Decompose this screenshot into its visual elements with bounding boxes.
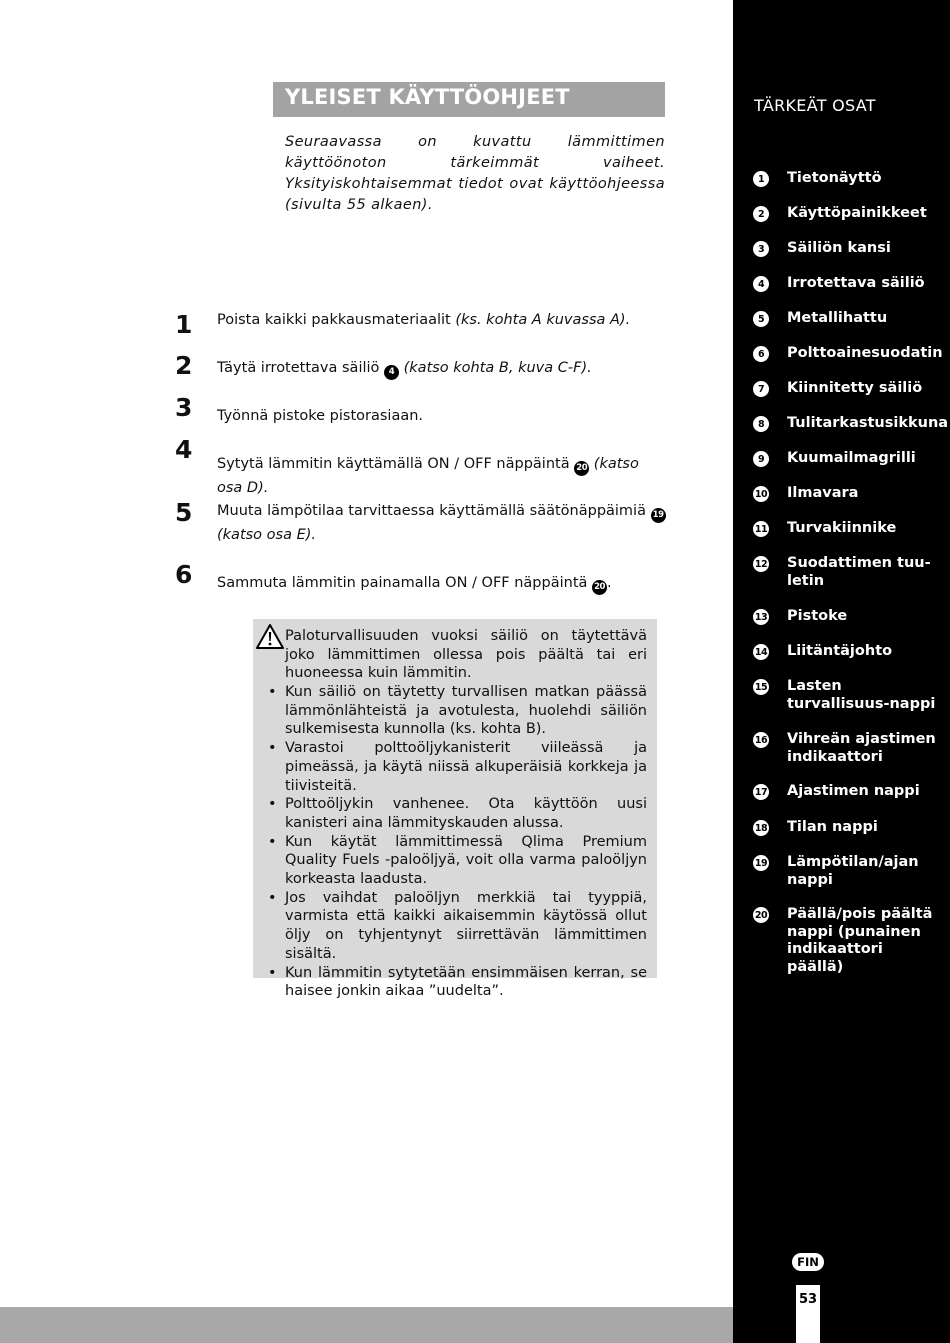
- part-number-icon: 19: [753, 855, 769, 871]
- list-item: • Jos vaihdat paloöljyn merkkiä tai tyyppiä, varmista että kaikki aikaisemmin käytössä ollut öljy on tyhjentynyt siirrettävän lämmittimen sisältä.: [267, 889, 647, 964]
- warning-text: Paloturvallisuuden vuoksi säiliö on täytettävä joko lämmittimen ollessa pois päältä tai eri huoneessa kuin lämmitin.: [285, 628, 647, 682]
- warning-list: [267, 683, 647, 1001]
- part-number-icon: 1: [753, 171, 769, 187]
- step-number: 4: [175, 435, 193, 464]
- part-number-icon: 4: [753, 276, 769, 292]
- part-item: 12 Suodattimen tuu-letin: [754, 555, 931, 589]
- part-item: 11 Turvakiinnike: [754, 520, 897, 536]
- part-number-icon: 6: [753, 346, 769, 362]
- part-item: 9 Kuumailmagrilli: [753, 450, 937, 468]
- part-item: 19 Lämpötilan/ajan nappi: [754, 854, 919, 888]
- part-item: 5 Metallihattu: [753, 310, 937, 328]
- list-item: • Varastoi polttoöljykanisterit viileässä ja pimeässä, ja käytä niissä alkuperäisiä korkkeja ja tiivisteitä.: [267, 739, 647, 795]
- part-ref-icon: 19: [651, 508, 666, 523]
- list-item: • Polttoöljykin vanhenee. Ota käyttöön uusi kanisteri aina lämmityskauden alussa.: [267, 795, 647, 832]
- part-number-icon: 8: [753, 416, 769, 432]
- section-header: [273, 82, 665, 117]
- step-number: 1: [175, 310, 193, 339]
- sidebar: [733, 0, 950, 1343]
- part-number-icon: 10: [753, 486, 769, 502]
- part-number-icon: 18: [753, 820, 769, 836]
- step-text: Sammuta lämmitin painamalla ON / OFF näppäintä 20 .: [217, 571, 667, 595]
- intro-text: Seuraavassa on kuvattu lämmittimen käyttöönoton tärkeimmät vaiheet. Yksityiskohtaisemmat tiedot ovat käyttöohjeessa (sivulta 55 alkaen).: [285, 134, 665, 213]
- part-number-icon: 20: [753, 907, 769, 923]
- part-item: 10 Ilmavara: [754, 485, 859, 501]
- part-item: 17 Ajastimen nappi: [754, 783, 920, 799]
- part-number-icon: 15: [753, 679, 769, 695]
- part-ref-icon: 4: [384, 365, 399, 380]
- step-text: Täytä irrotettava säiliö 4 (katso kohta B, kuva C-F).: [217, 356, 667, 380]
- step-text: Työnnä pistoke pistorasiaan.: [217, 408, 424, 424]
- step-text: Poista kaikki pakkausmateriaalit (ks. kohta A kuvassa A).: [217, 312, 631, 328]
- part-item: 13 Pistoke: [754, 608, 848, 624]
- part-item: 3 Säiliön kansi: [753, 240, 937, 258]
- part-ref-icon: 20: [592, 580, 607, 595]
- part-item: 15 Lasten turvallisuus-nappi: [754, 678, 936, 712]
- part-item: 14 Liitäntäjohto: [754, 643, 893, 659]
- step-number: 3: [175, 393, 193, 422]
- part-item: 20 Päällä/pois päältä nappi (punainen indikaattori päällä): [754, 906, 933, 975]
- part-number-icon: 7: [753, 381, 769, 397]
- part-item: 1 Tietonäyttö: [753, 170, 937, 188]
- step-number: 6: [175, 560, 193, 589]
- part-number-icon: 12: [753, 556, 769, 572]
- part-number-icon: 2: [753, 206, 769, 222]
- part-item: 16 Vihreän ajastimen indikaattori: [754, 731, 936, 765]
- footer-bar: [0, 1307, 733, 1343]
- page-number-box: [796, 1285, 820, 1343]
- section-title: YLEISET KÄYTTÖOHJEET: [285, 85, 570, 109]
- part-number-icon: 11: [753, 521, 769, 537]
- step-text: Muuta lämpötilaa tarvittaessa käyttämällä säätönäppäimiä 19 (katso osa E).: [217, 499, 667, 547]
- list-item: • Kun lämmitin sytytetään ensimmäisen kerran, se haisee jonkin aikaa ”uudelta”.: [267, 964, 647, 1001]
- page-number: 53: [798, 1292, 818, 1307]
- part-item: 6 Polttoainesuodatin: [753, 345, 937, 363]
- part-number-icon: 14: [753, 644, 769, 660]
- part-item: 4 Irrotettava säiliö: [753, 275, 937, 293]
- warning-icon: [255, 623, 285, 650]
- part-number-icon: 5: [753, 311, 769, 327]
- part-number-icon: 3: [753, 241, 769, 257]
- part-number-icon: 16: [753, 732, 769, 748]
- sidebar-title: TÄRKEÄT OSAT: [754, 96, 876, 115]
- step-number: 2: [175, 351, 193, 380]
- part-item: 2 Käyttöpainikkeet: [753, 205, 937, 223]
- part-number-icon: 17: [753, 784, 769, 800]
- warning-box: [253, 619, 657, 1000]
- step-number: 5: [175, 498, 193, 527]
- part-item: 18 Tilan nappi: [754, 819, 878, 835]
- list-item: • Kun säiliö on täytetty turvallisen matkan päässä lämmönlähteistä ja avotulesta, huolehdi säiliön sulkemisesta kunnolla (ks. kohta B).: [267, 683, 647, 739]
- language-badge: FIN: [792, 1253, 824, 1271]
- step-text: Sytytä lämmitin käyttämällä ON / OFF näppäintä 20 (katso osa D).: [217, 456, 639, 496]
- part-item: 7 Kiinnitetty säiliö: [753, 380, 937, 398]
- part-ref-icon: 20: [574, 461, 589, 476]
- list-item: • Kun käytät lämmittimessä Qlima Premium Quality Fuels -paloöljyä, voit olla varma paloöljyn korkeasta laadusta.: [267, 833, 647, 889]
- part-number-icon: 13: [753, 609, 769, 625]
- part-number-icon: 9: [753, 451, 769, 467]
- part-item: 8 Tulitarkastusikkuna: [753, 415, 937, 433]
